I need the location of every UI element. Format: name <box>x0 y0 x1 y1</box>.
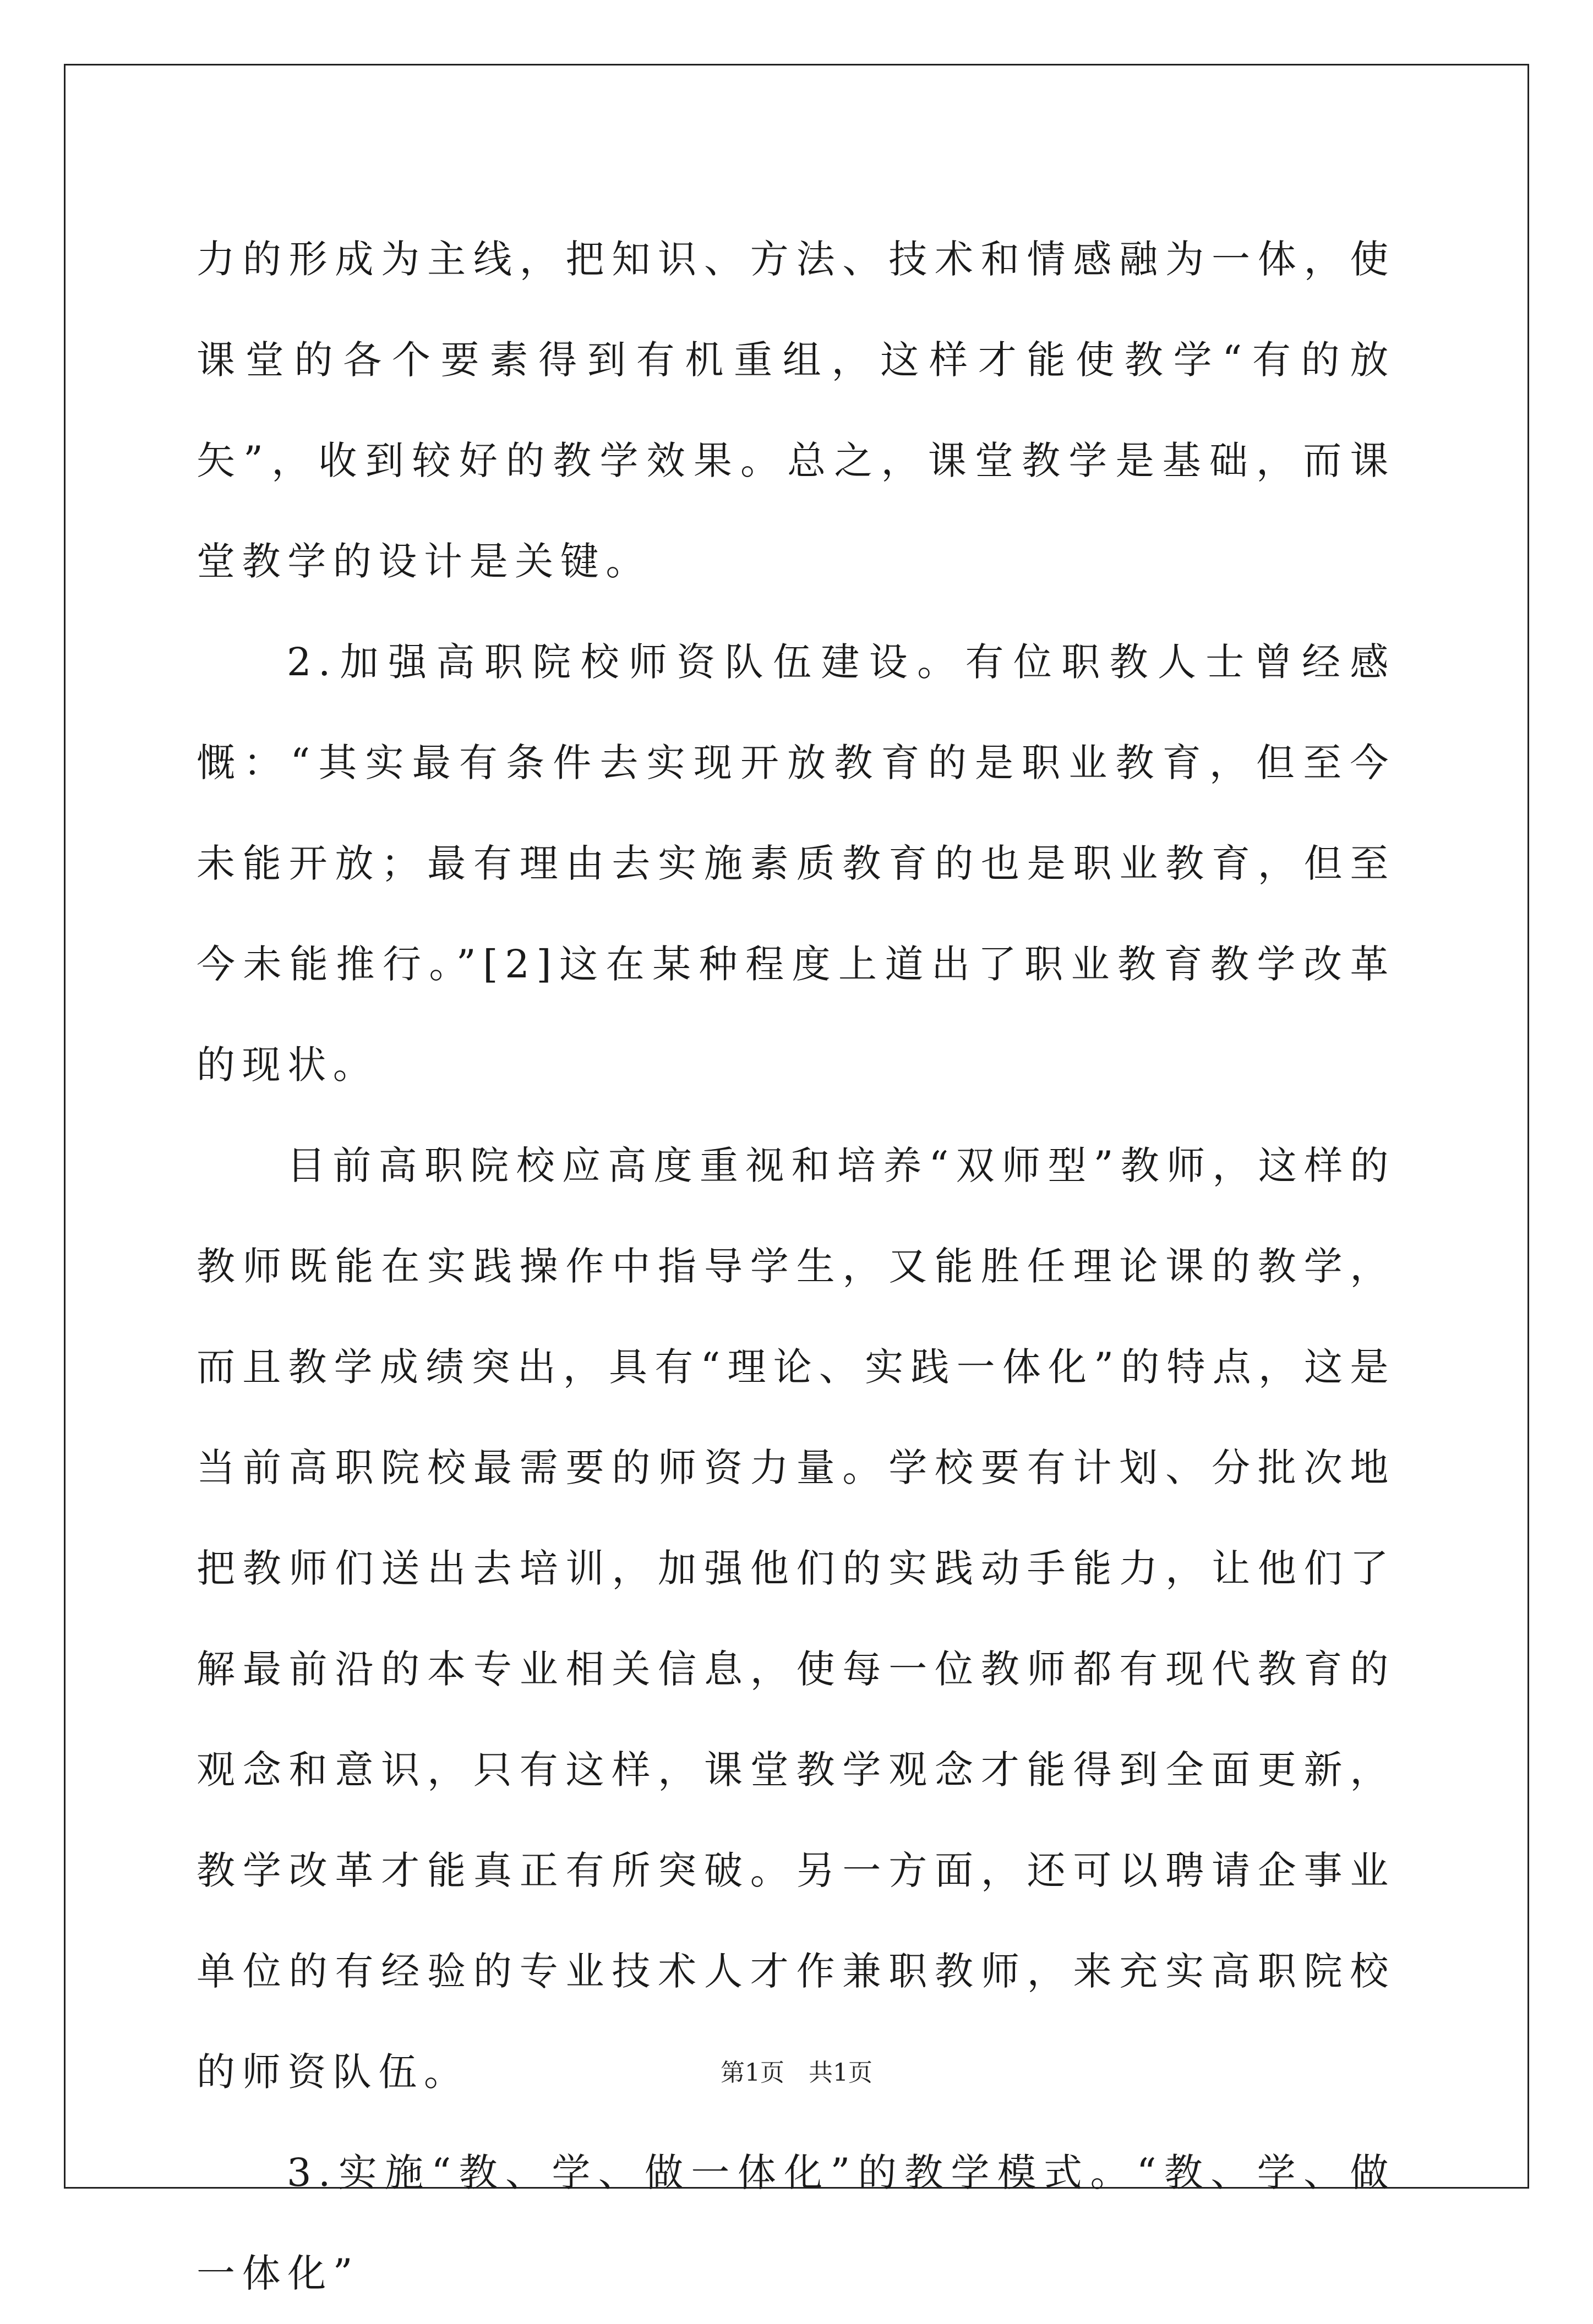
page-number-footer: 第1页 共1页 <box>721 2059 872 2087</box>
paragraph-2: 2.加强高职院校师资队伍建设。有位职教人士曾经感慨：“其实最有条件去实现开放教育的是职业教育，但至今未能开放；最有理由去实施素质教育的也是职业教育，但至今未能推行。”[2]这在某种程度上道出了职业教育教学改革的现状。 <box>197 639 1395 1087</box>
document-body <box>197 209 1395 2324</box>
paragraph-3: 目前高职院校应高度重视和培养“双师型”教师，这样的教师既能在实践操作中指导学生，又能胜任理论课的教学，而且教学成绩突出，具有“理论、实践一体化”的特点，这是当前高职院校最需要的师资力量。学校要有计划、分批次地把教师们送出去培训，加强他们的实践动手能力，让他们了解最前沿的本专业相关信息，使每一位教师都有现代教育的观念和意识，只有这样，课堂教学观念才能得到全面更新，教学改革才能真正有所突破。另一方面，还可以聘请企事业单位的有经验的专业技术人才作兼职教师，来充实高职院校的师资队伍。 <box>197 1143 1395 2095</box>
paragraph-1: 力的形成为主线，把知识、方法、技术和情感融为一体，使课堂的各个要素得到有机重组，这样才能使教学“有的放矢”，收到较好的教学效果。总之，课堂教学是基础，而课堂教学的设计是关键。 <box>197 237 1395 584</box>
paragraph-4: 3.实施“教、学、做一体化”的教学模式。“教、学、做一体化” <box>197 2150 1395 2296</box>
